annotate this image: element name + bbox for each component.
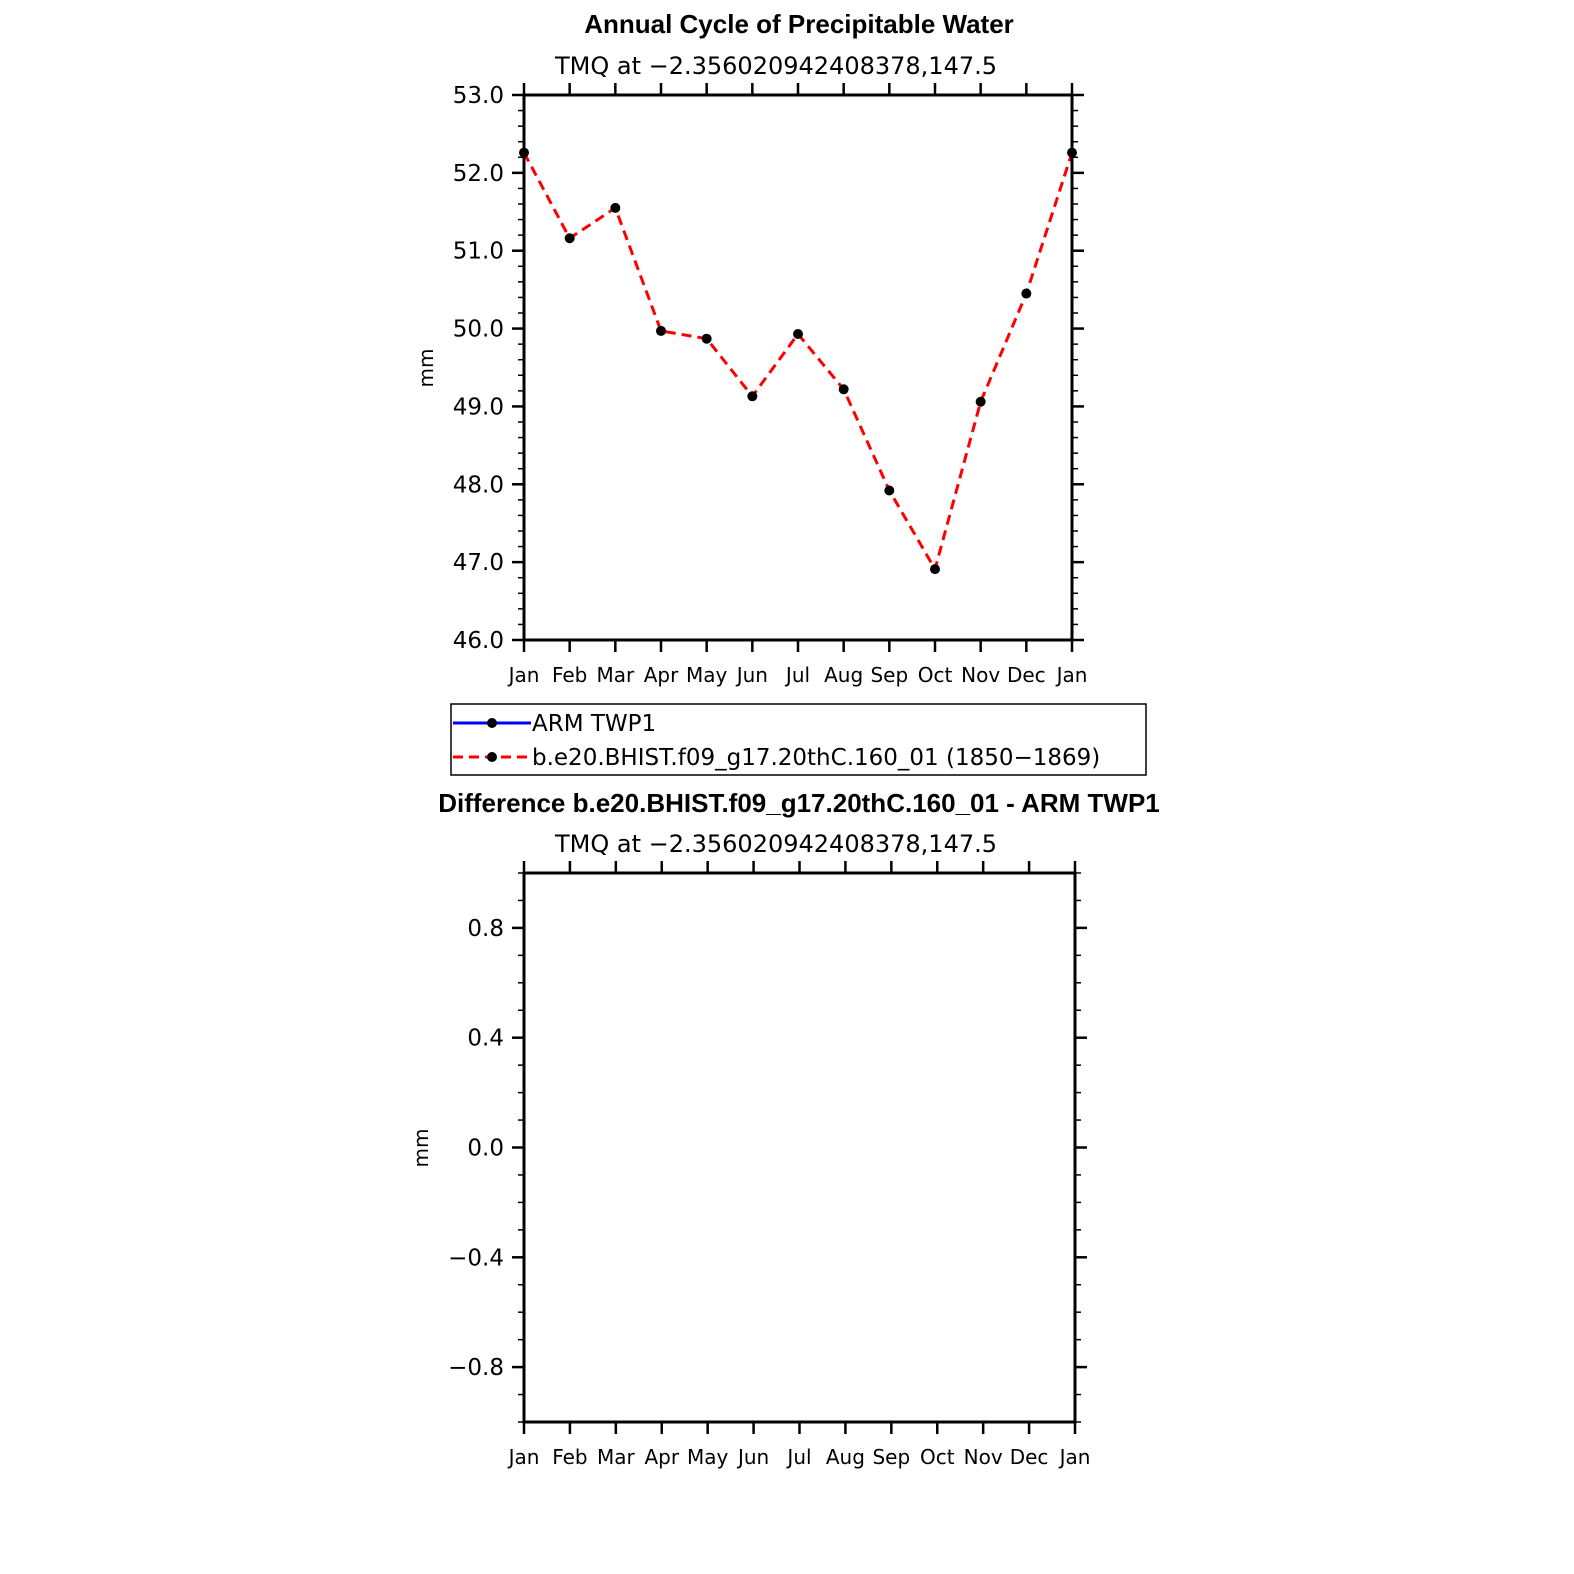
legend <box>451 704 1146 775</box>
x-tick-label: Jan <box>508 663 540 687</box>
y-tick-label: 52.0 <box>452 160 504 187</box>
plot-frame <box>524 873 1075 1422</box>
x-tick-label: Jun <box>736 663 768 687</box>
x-tick-label: Jul <box>785 663 811 687</box>
x-tick-label: Oct <box>919 1445 955 1469</box>
y-tick-label: −0.4 <box>448 1245 504 1272</box>
chart-subtitle: TMQ at −2.356020942408378,147.5 <box>554 52 998 80</box>
y-axis-label: mm <box>414 348 438 388</box>
x-tick-label: Jul <box>787 1445 812 1469</box>
data-point <box>793 329 803 339</box>
difference-panel <box>409 788 1160 1469</box>
x-tick-label: Jan <box>1056 663 1088 687</box>
data-point <box>930 564 940 574</box>
x-tick-label: May <box>685 663 728 687</box>
y-tick-label: 0.0 <box>467 1135 504 1162</box>
legend-marker-model <box>487 752 497 762</box>
y-tick-label: 49.0 <box>452 394 504 421</box>
x-tick-label: Oct <box>917 663 953 687</box>
data-point <box>565 233 575 243</box>
y-tick-label: 50.0 <box>452 316 504 343</box>
data-point <box>839 384 849 394</box>
x-tick-label: Dec <box>1006 663 1046 687</box>
chart-subtitle: TMQ at −2.356020942408378,147.5 <box>554 830 998 858</box>
x-tick-label: Apr <box>643 663 679 687</box>
x-tick-label: Nov <box>963 1445 1003 1469</box>
x-tick-label: Jun <box>737 1445 770 1469</box>
legend-marker-arm <box>487 718 497 728</box>
x-tick-label: Sep <box>870 663 909 687</box>
data-point <box>610 203 620 213</box>
y-tick-label: 48.0 <box>452 472 504 499</box>
data-point <box>884 486 894 496</box>
series-line <box>524 153 1072 570</box>
x-tick-label: Feb <box>552 1445 588 1469</box>
chart-title: Difference b.e20.BHIST.f09_g17.20thC.160_01 - ARM TWP1 <box>438 788 1160 818</box>
y-tick-label: 47.0 <box>452 550 504 577</box>
x-tick-label: Mar <box>596 1445 635 1469</box>
y-tick-label: 0.4 <box>467 1025 504 1052</box>
x-tick-label: Jan <box>508 1445 540 1469</box>
data-point <box>702 334 712 344</box>
y-tick-label: 53.0 <box>452 83 504 109</box>
series-group <box>519 148 1077 575</box>
y-tick-label: 46.0 <box>452 628 504 654</box>
x-tick-label: Feb <box>551 663 588 687</box>
annual-cycle-panel <box>414 9 1087 687</box>
chart-title: Annual Cycle of Precipitable Water <box>584 9 1014 39</box>
x-tick-label: May <box>686 1445 729 1469</box>
data-point <box>656 326 666 336</box>
data-point <box>1021 289 1031 299</box>
tick-group <box>448 861 1090 1469</box>
x-tick-label: Aug <box>824 663 864 687</box>
tick-group <box>453 83 1088 687</box>
data-point <box>976 397 986 407</box>
data-point <box>747 391 757 401</box>
x-tick-label: Mar <box>596 663 635 687</box>
y-tick-label: −0.8 <box>448 1355 504 1382</box>
x-tick-label: Apr <box>644 1445 680 1469</box>
x-tick-label: Aug <box>825 1445 865 1469</box>
x-tick-label: Nov <box>961 663 1001 687</box>
y-tick-label: 51.0 <box>452 238 504 265</box>
y-tick-label: 0.8 <box>467 915 504 942</box>
plot-frame <box>524 95 1072 640</box>
y-axis-label: mm <box>409 1128 433 1168</box>
x-tick-label: Dec <box>1009 1445 1049 1469</box>
legend-label-model: b.e20.BHIST.f09_g17.20thC.160_01 (1850−1869) <box>532 745 1101 771</box>
legend-label-arm: ARM TWP1 <box>532 711 657 737</box>
x-tick-label: Sep <box>872 1445 911 1469</box>
x-tick-label: Jan <box>1059 1445 1091 1469</box>
